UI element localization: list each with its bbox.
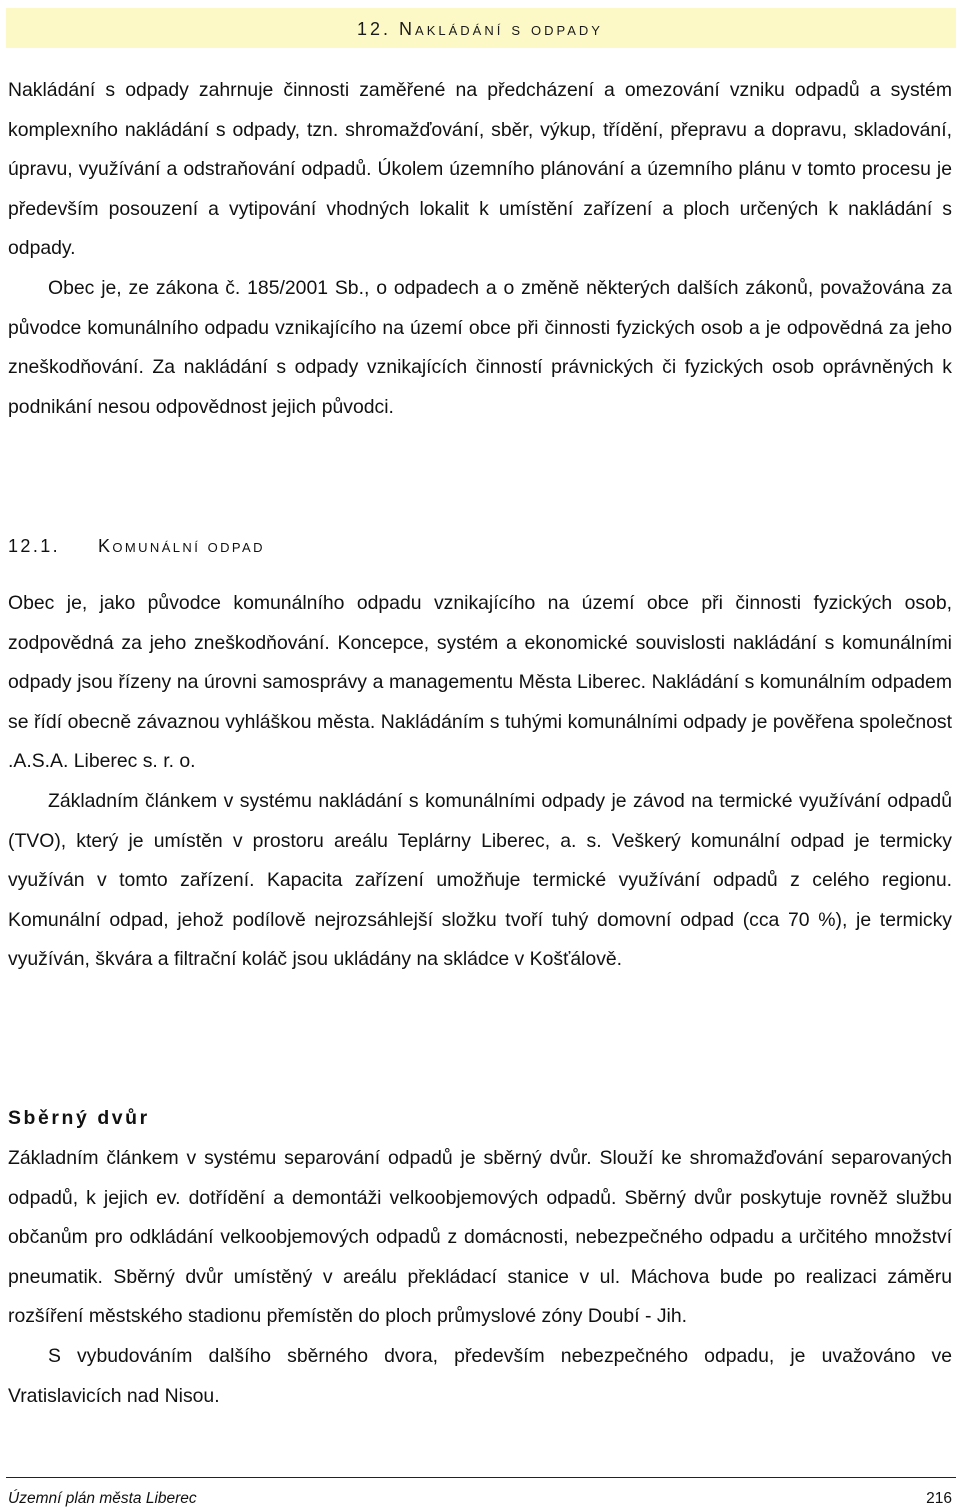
chapter-title: 12. Nakládání s odpady: [357, 19, 603, 39]
footer-document-title: Územní plán města Liberec: [8, 1490, 197, 1507]
intro-paragraph-2: Obec je, ze zákona č. 185/2001 Sb., o odpadech a o změně některých dalších zákonů, považována za původce komunálního odpadu vznikajícího na území obce při činnosti fyzických osob a je odpovědná za jeho zneškodňování. Za nakládání s odpady vznikajících činností právnických či fyzických osob oprávněných k podnikání nesou odpovědnost jejich původci.: [8, 276, 952, 418]
section-title: Komunální odpad: [98, 536, 265, 556]
sberny-dvur-paragraph-2: S vybudováním dalšího sběrného dvora, především nebezpečného odpadu, je uvažováno ve Vratislavicích nad Nisou.: [8, 1344, 952, 1407]
sberny-dvur-paragraph-1: Základním článkem v systému separování odpadů je sběrný dvůr. Slouží ke shromažďování separovaných odpadů, k jejich ev. dotřídění a demontáži velkoobjemových odpadů. Sběrný dvůr poskytuje rovněž službu občanům pro odkládání velkoobjemových odpadů z domácnosti, nebezpečného odpadu a určitého množství pneumatik. Sběrný dvůr umístěný v areálu překládací stanice v ul. Máchova bude po realizaci záměru rozšíření městského stadionu přemístěn do ploch průmyslové zóny Doubí - Jih.: [8, 1147, 952, 1328]
komunalni-paragraph-1: Obec je, jako původce komunálního odpadu vznikajícího na území obce při činnosti fyzických osob, zodpovědná za jeho zneškodňování. Koncepce, systém a ekonomické souvislosti nakládání s komunálními odpady jsou řízeny na úrovni samosprávy a managementu Města Liberec. Nakládání s komunálním odpadem se řídí obecně závaznou vyhláškou města. Nakládáním s tuhými komunálními odpady je pověřena společnost .A.S.A. Liberec s. r. o.: [8, 592, 952, 773]
sberny-dvur-section: [8, 1139, 952, 1416]
komunalni-odpad-section: [8, 584, 952, 980]
section-number: 12.1.: [8, 536, 61, 556]
intro-paragraph-1: Nakládání s odpady zahrnuje činnosti zaměřené na předcházení a omezování vzniku odpadů a systém komplexního nakládání s odpady, tzn. shromažďování, sběr, výkup, třídění, přepravu a dopravu, skladování, úpravu, využívání a odstraňování odpadů. Úkolem územního plánování a územního plánu v tomto procesu je především posouzení a vytipování vhodných lokalit k umístění zařízení a ploch určených k nakládání s odpady.: [8, 79, 952, 260]
document-page: [8, 0, 952, 1510]
section-heading-12-1: [8, 536, 265, 557]
footer-divider: [6, 1477, 956, 1478]
intro-section: [8, 71, 952, 427]
footer-page-number: 216: [926, 1490, 952, 1507]
sberny-dvur-heading: Sběrný dvůr: [8, 1107, 150, 1129]
komunalni-paragraph-2: Základním článkem v systému nakládání s komunálními odpady je závod na termické využívání odpadů (TVO), který je umístěn v prostoru areálu Teplárny Liberec, a. s. Veškerý komunální odpad je termicky využíván v tomto zařízení. Kapacita zařízení umožňuje termické využívání odpadů z celého regionu. Komunální odpad, jehož podílově nejrozsáhlejší složku tvoří tuhý domovní odpad (cca 70 %), je termicky využíván, škvára a filtrační koláč jsou ukládány na skládce v Košťálově.: [8, 789, 952, 971]
